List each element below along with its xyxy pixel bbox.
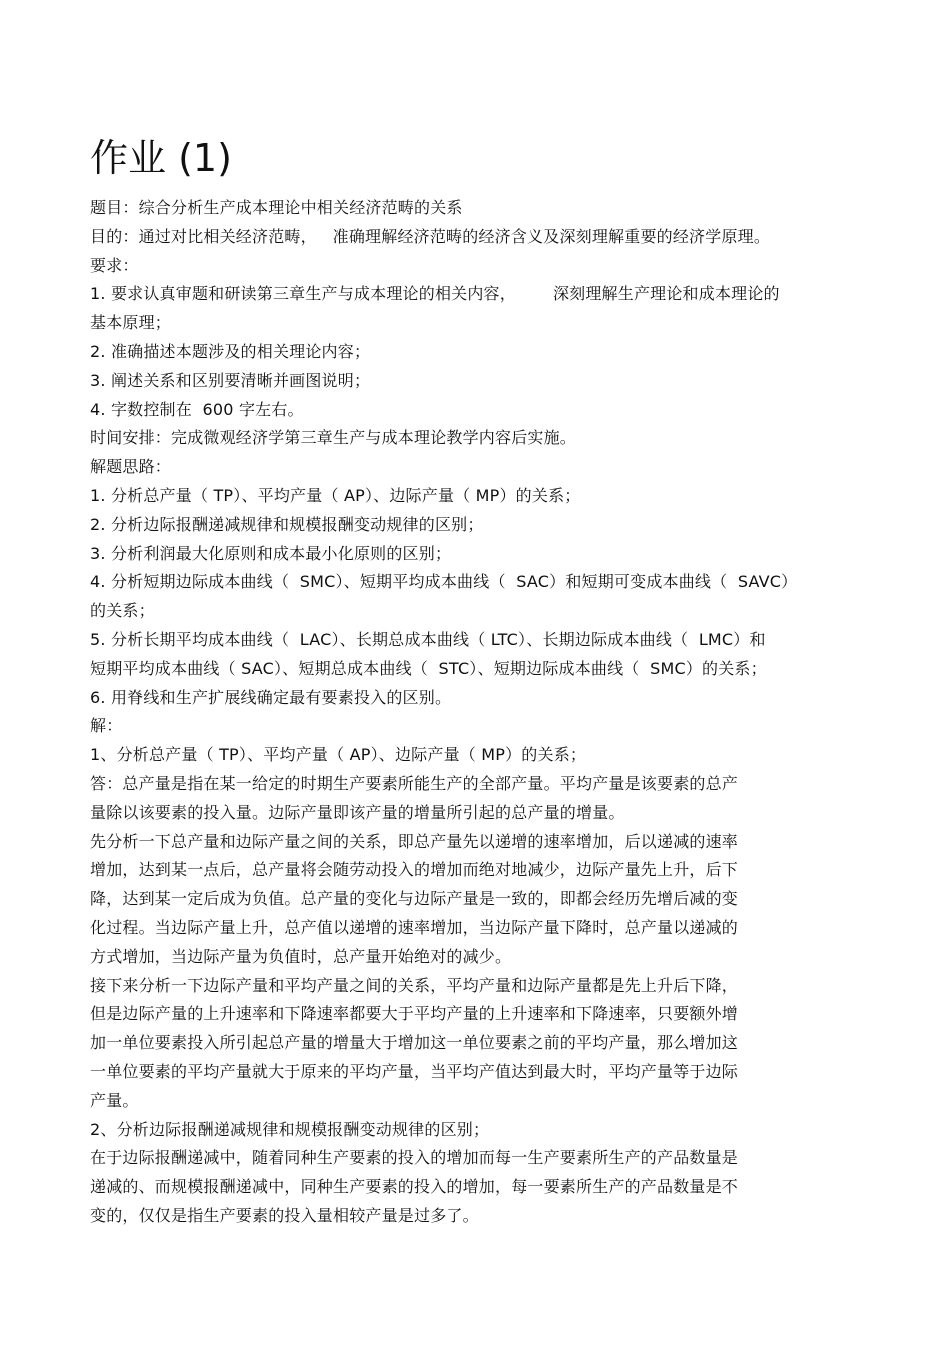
text-line: 1. 要求认真审题和研读第三章生产与成本理论的相关内容， 深刻理解生产理论和成本理论的: [90, 284, 780, 304]
text-line: 加一单位要素投入所引起总产量的增量大于增加这一单位要素之前的平均产量，那么增加这: [90, 1033, 739, 1053]
text-line: 化过程。当边际产量上升，总产值以递增的速率增加，当边际产量下降时，总产量以递减的: [90, 917, 739, 937]
text-line: 3. 阐述关系和区别要清晰并画图说明；: [90, 370, 371, 390]
text-line: 降，达到某一定后成为负值。总产量的变化与边际产量是一致的，即都会经历先增后减的变: [90, 889, 739, 909]
text-line: 题目：综合分析生产成本理论中相关经济范畴的关系: [90, 198, 463, 217]
text-line: 基本原理；: [90, 313, 172, 333]
text-line: 5. 分析长期平均成本曲线（ LAC）、长期总成本曲线（ LTC）、长期边际成本曲线（ LMC）和: [90, 629, 766, 649]
text-line: 2、分析边际报酬递减规律和规模报酬变动规律的区别；: [90, 1119, 490, 1139]
text-line: 量除以该要素的投入量。边际产量即该产量的增量所引起的总产量的增量。: [90, 802, 625, 822]
text-line: 1、分析总产量（ TP）、平均产量（ AP）、边际产量（ MP）的关系；: [90, 745, 587, 765]
text-line: 4. 字数控制在 600 字左右。: [90, 399, 304, 419]
text-line: 短期平均成本曲线（ SAC）、短期总成本曲线（ STC）、短期边际成本曲线（ SMC）的关系；: [90, 658, 767, 678]
text-line: 递减的、而规模报酬递减中，同种生产要素的投入的增加，每一要素所生产的产品数量是不: [90, 1177, 739, 1197]
text-line: 一单位要素的平均产量就大于原来的平均产量，当平均产值达到最大时，平均产量等于边际: [90, 1061, 739, 1081]
page-title: 作业 (1): [90, 136, 232, 180]
text-line: 产量。: [90, 1090, 139, 1110]
text-line: 目的：通过对比相关经济范畴， 准确理解经济范畴的经济含义及深刻理解重要的经济学原理。: [90, 226, 771, 246]
text-line: 2. 准确描述本题涉及的相关理论内容；: [90, 341, 371, 361]
text-line: 1. 分析总产量（ TP）、平均产量（ AP）、边际产量（ MP）的关系；: [90, 485, 581, 505]
text-line: 方式增加，当边际产量为负值时，总产量开始绝对的减少。: [90, 946, 512, 966]
text-line: 要求：: [90, 255, 139, 275]
text-line: 变的，仅仅是指生产要素的投入量相较产量是过多了。: [90, 1205, 479, 1225]
text-line: 解题思路：: [90, 457, 172, 477]
text-line: 时间安排：完成微观经济学第三章生产与成本理论教学内容后实施。: [90, 428, 577, 448]
text-line: 答：总产量是指在某一给定的时期生产要素所能生产的全部产量。平均产量是该要素的总产: [90, 773, 739, 793]
text-line: 4. 分析短期边际成本曲线（ SMC）、短期平均成本曲线（ SAC）和短期可变成本曲线（ SAVC）: [90, 572, 798, 592]
text-line: 2. 分析边际报酬递减规律和规模报酬变动规律的区别；: [90, 514, 484, 534]
text-line: 6. 用脊线和生产扩展线确定最有要素投入的区别。: [90, 687, 452, 707]
text-line: 先分析一下总产量和边际产量之间的关系，即总产量先以递增的速率增加，后以递减的速率: [90, 831, 739, 851]
text-line: 3. 分析利润最大化原则和成本最小化原则的区别；: [90, 543, 452, 563]
text-line: 的关系；: [90, 601, 155, 621]
document-body: [90, 194, 870, 1231]
text-line: 解：: [90, 716, 123, 736]
text-line: 但是边际产量的上升速率和下降速率都要大于平均产量的上升速率和下降速率，只要额外增: [90, 1004, 739, 1024]
text-line: 在于边际报酬递减中，随着同种生产要素的投入的增加而每一生产要素所生产的产品数量是: [90, 1148, 739, 1168]
text-line: 接下来分析一下边际产量和平均产量之间的关系，平均产量和边际产量都是先上升后下降，: [90, 975, 739, 995]
text-line: 增加，达到某一点后，总产量将会随劳动投入的增加而绝对地减少，边际产量先上升，后下: [90, 860, 739, 880]
